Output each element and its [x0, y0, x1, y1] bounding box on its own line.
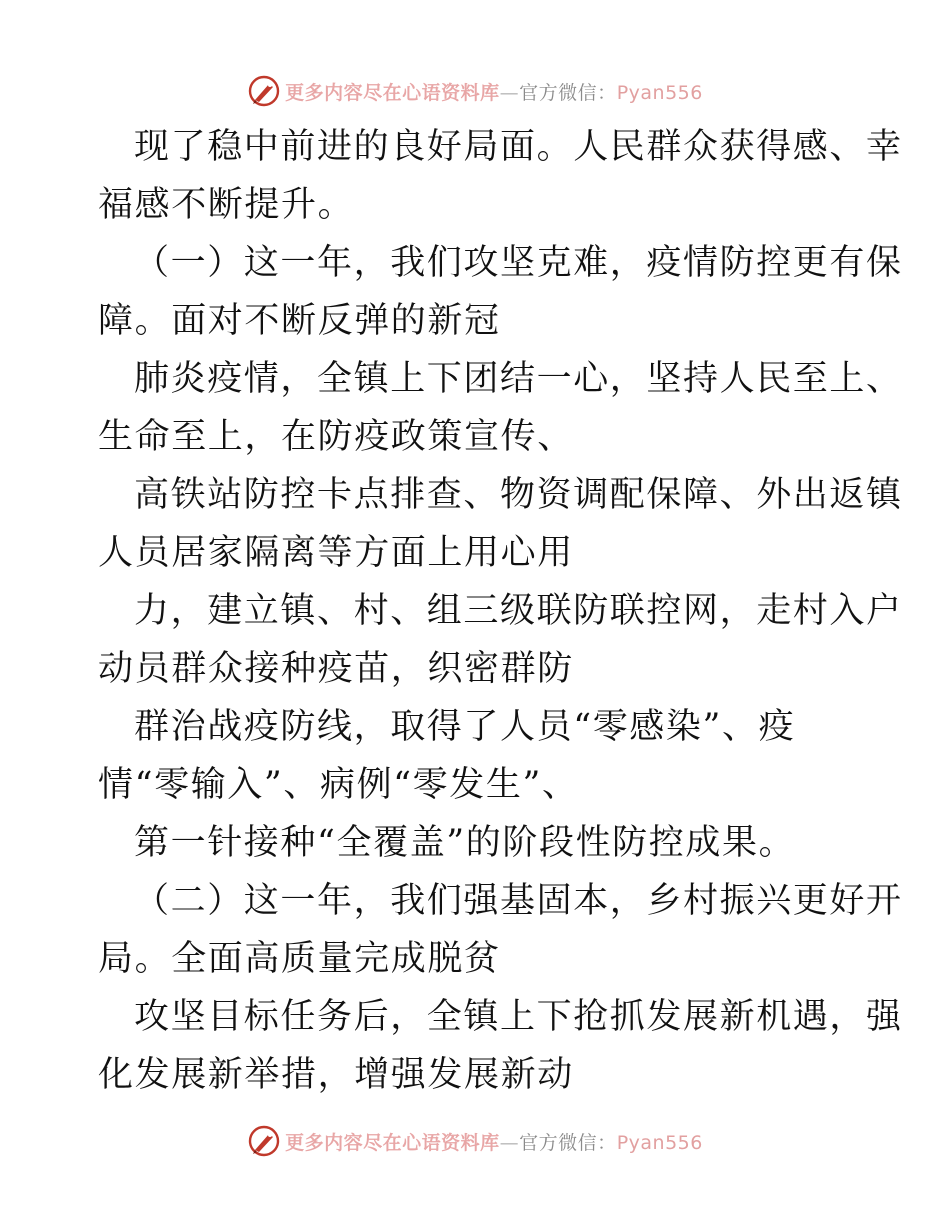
text-line: 化发展新举措，增强发展新动	[98, 1055, 574, 1095]
text-line: 群治战疫防线，取得了人员“零感染”、疫	[134, 707, 796, 747]
watermark-dash: —	[499, 1131, 520, 1154]
text-line: 高铁站防控卡点排查、物资调配保障、外出返镇	[134, 475, 903, 515]
text-line: （一）这一年，我们攻坚克难，疫情防控更有保	[134, 243, 903, 283]
watermark-brand: 更多内容尽在心语资料库	[285, 81, 500, 104]
text-line: 生命至上，在防疫政策宣传、	[98, 417, 574, 457]
watermark-text	[285, 78, 703, 105]
text-line: 力，建立镇、村、组三级联防联控网，走村入户	[134, 591, 903, 631]
watermark-wechat-id: Pyan556	[616, 1131, 703, 1154]
text-line: 障。面对不断反弹的新冠	[98, 301, 501, 341]
text-line: 情“零输入”、病例“零发生”、	[98, 765, 579, 805]
text-line: （二）这一年，我们强基固本，乡村振兴更好开	[134, 881, 903, 921]
pen-logo-icon	[247, 1124, 281, 1158]
footer-watermark	[0, 1121, 950, 1161]
watermark-dash: —	[499, 81, 520, 104]
pen-logo-icon	[247, 74, 281, 108]
text-line: 攻坚目标任务后，全镇上下抢抓发展新机遇，强	[134, 997, 903, 1037]
text-line: 动员群众接种疫苗，织密群防	[98, 649, 574, 689]
text-line: 第一针接种“全覆盖”的阶段性防控成果。	[134, 823, 796, 863]
text-line: 肺炎疫情，全镇上下团结一心，坚持人民至上、	[134, 359, 903, 399]
watermark-text	[285, 1128, 703, 1155]
header-watermark	[0, 71, 950, 111]
watermark-official-label: 官方微信：	[519, 1131, 617, 1154]
text-line: 人员居家隔离等方面上用心用	[98, 533, 574, 573]
watermark-official-label: 官方微信：	[519, 81, 617, 104]
text-line: 局。全面高质量完成脱贫	[98, 939, 501, 979]
text-line: 福感不断提升。	[98, 185, 355, 225]
watermark-brand: 更多内容尽在心语资料库	[285, 1131, 500, 1154]
text-line: 现了稳中前进的良好局面。人民群众获得感、幸	[134, 127, 903, 167]
watermark-wechat-id: Pyan556	[616, 81, 703, 104]
document-body	[98, 118, 903, 1104]
